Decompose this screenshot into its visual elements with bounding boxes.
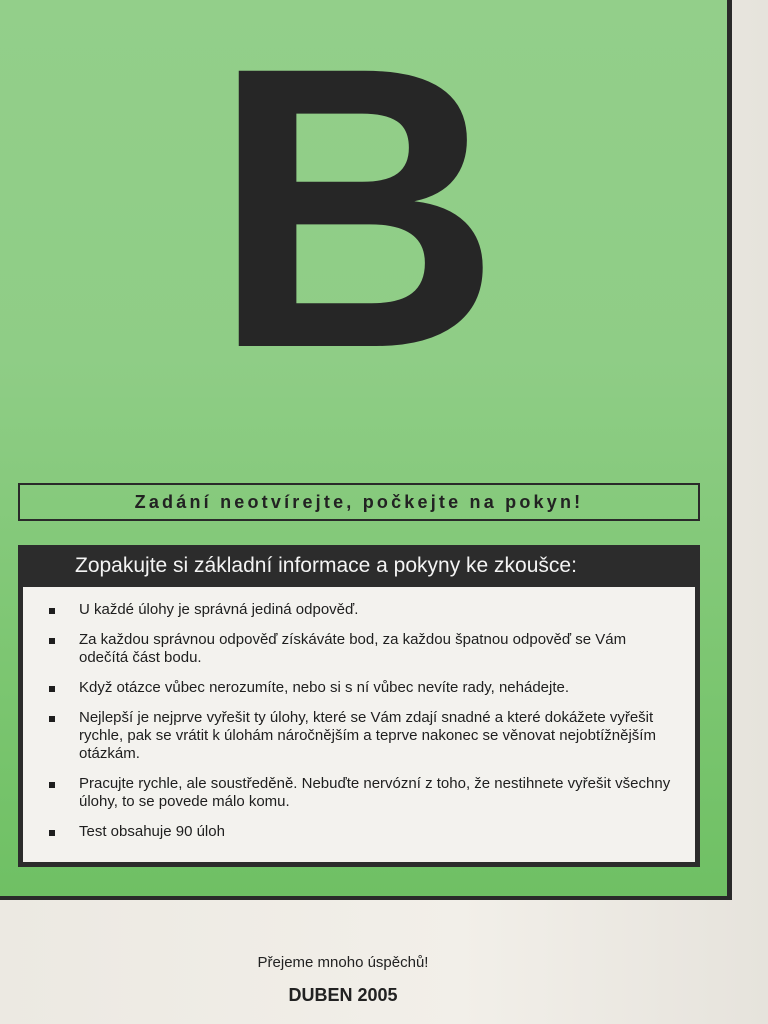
list-item: [49, 631, 675, 667]
list-item: [49, 679, 675, 697]
footer-wish: Přejeme mnoho úspěchů!: [257, 954, 429, 971]
bullet-icon: [49, 782, 55, 788]
list-item-text: U každé úlohy je správná jediná odpověď.: [79, 601, 359, 618]
test-variant-letter: B: [212, 0, 497, 431]
warning-banner: [18, 483, 700, 521]
list-item: [49, 775, 675, 811]
bullet-icon: [49, 638, 55, 644]
list-item-text: Když otázce vůbec nerozumíte, nebo si s ní vůbec nevíte rady, nehádejte.: [79, 679, 570, 696]
list-item: [49, 823, 675, 841]
list-item-text: Nejlepší je nejprve vyřešit ty úlohy, které se Vám zdají snadné a které dokážete vyřešit rychle, pak se vrátit k úlohám náročnějším a teprve nakonec se věnovat nejobtížnějším otázkám.: [79, 709, 656, 762]
list-item-text: Za každou správnou odpověď získáváte bod, za každou špatnou odpověď se Vám odečítá část bodu.: [79, 631, 627, 666]
list-item-text: Pracujte rychle, ale soustředěně. Nebuďte nervózní z toho, že nestihnete vyřešit všechny úlohy, to se povede málo komu.: [79, 775, 671, 810]
list-item: [49, 601, 675, 619]
instructions-heading: Zopakujte si základní informace a pokyny ke zkoušce:: [75, 554, 577, 577]
bullet-icon: [49, 686, 55, 692]
warning-text: Zadání neotvírejte, počkejte na pokyn!: [134, 491, 584, 512]
instructions-box: [18, 545, 700, 867]
list-item: [49, 709, 675, 763]
footer-date: DUBEN 2005: [288, 985, 398, 1005]
instructions-list: [49, 601, 675, 841]
list-item-text: Test obsahuje 90 úloh: [79, 823, 225, 840]
bullet-icon: [49, 830, 55, 836]
bullet-icon: [49, 608, 55, 614]
bullet-icon: [49, 716, 55, 722]
instructions-body: [23, 587, 695, 862]
